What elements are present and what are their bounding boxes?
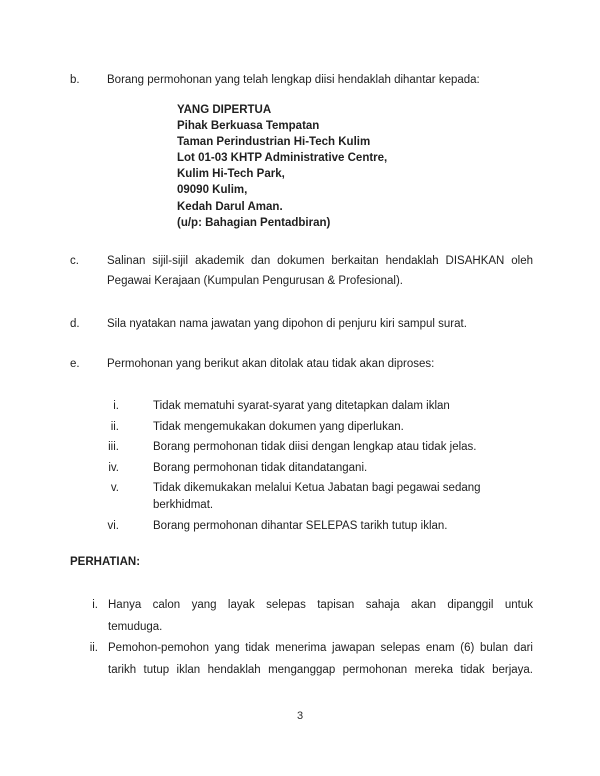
rejection-item-ii [95, 419, 535, 436]
item-text-d: Sila nyatakan nama jawatan yang dipohon di penjuru kiri sampul surat. [107, 318, 467, 330]
rejection-text: Borang permohonan dihantar SELEPAS tarikh tutup iklan. [153, 519, 448, 532]
address-line: Kedah Darul Aman. [177, 200, 283, 213]
list-item-b [70, 70, 533, 90]
address-line: 09090 Kulim, [177, 184, 248, 197]
rejection-item-iv [95, 460, 535, 477]
rejection-list [95, 398, 535, 538]
item-marker-b: b. [70, 74, 80, 86]
address-line: Taman Perindustrian Hi-Tech Kulim [177, 136, 371, 149]
roman-numeral: vi. [107, 519, 119, 532]
page-number: 3 [296, 710, 304, 722]
roman-numeral: v. [110, 482, 119, 494]
rejection-item-vi [95, 518, 535, 535]
roman-numeral: iv. [108, 461, 119, 474]
notice-item-ii [76, 638, 534, 681]
rejection-text: Tidak dikemukakan melalui Ketua Jabatan bagi pegawai sedang berkhidmat. [153, 482, 481, 511]
notice-text-ii-line1: Pemohon-pemohon yang tidak menerima jawapan selepas enam (6) bulan dari [108, 642, 533, 655]
notice-list [76, 595, 534, 682]
notice-text-i-line2: temuduga. [108, 620, 163, 633]
notice-text [108, 638, 533, 681]
address-line: (u/p: Bahagian Pentadbiran) [177, 216, 331, 229]
item-text-b: Borang permohonan yang telah lengkap diisi hendaklah dihantar kepada: [107, 74, 480, 86]
list-item-d [70, 314, 533, 334]
address-line: Kulim Hi-Tech Park, [177, 168, 285, 181]
rejection-text: Tidak mengemukakan dokumen yang diperlukan. [153, 420, 404, 433]
roman-numeral: i. [113, 400, 119, 412]
rejection-text: Tidak mematuhi syarat-syarat yang ditetapkan dalam iklan [153, 400, 450, 412]
list-item-c [70, 251, 533, 292]
recipient-address [177, 102, 387, 231]
item-marker-d: d. [70, 318, 80, 330]
item-text-c-line2: Pegawai Kerajaan (Kumpulan Pengurusan & Profesional). [107, 275, 403, 288]
rejection-item-i [95, 398, 535, 415]
roman-numeral: iii. [108, 441, 119, 453]
list-item-e [70, 354, 533, 374]
item-text-c-line1: Salinan sijil-sijil akademik dan dokumen berkaitan hendaklah DISAHKAN oleh [107, 255, 533, 267]
notice-item-i [76, 595, 534, 638]
notice-text [108, 595, 533, 638]
item-marker-c: c. [70, 255, 79, 267]
address-line: Lot 01-03 KHTP Administrative Centre, [177, 152, 388, 165]
address-line: Pihak Berkuasa Tempatan [177, 120, 320, 133]
perhatian-heading: PERHATIAN: [70, 556, 141, 568]
item-text-e: Permohonan yang berikut akan ditolak atau tidak akan diproses: [107, 358, 435, 370]
notice-text-i-line1: Hanya calon yang layak selepas tapisan sahaja akan dipanggil untuk [108, 599, 533, 611]
item-text-c [107, 251, 533, 292]
roman-numeral: i. [92, 599, 98, 611]
rejection-text: Borang permohonan tidak diisi dengan lengkap atau tidak jelas. [153, 441, 477, 453]
rejection-text: Borang permohonan tidak ditandatangani. [153, 461, 368, 474]
roman-numeral: ii. [89, 642, 98, 655]
rejection-item-iii [95, 439, 535, 456]
roman-numeral: ii. [110, 420, 119, 433]
notice-text-ii-line2: tarikh tutup iklan hendaklah menganggap permohonan mereka tidak berjaya. [108, 664, 533, 677]
address-line: YANG DIPERTUA [177, 104, 272, 116]
item-marker-e: e. [70, 358, 80, 370]
rejection-item-v [95, 480, 535, 514]
